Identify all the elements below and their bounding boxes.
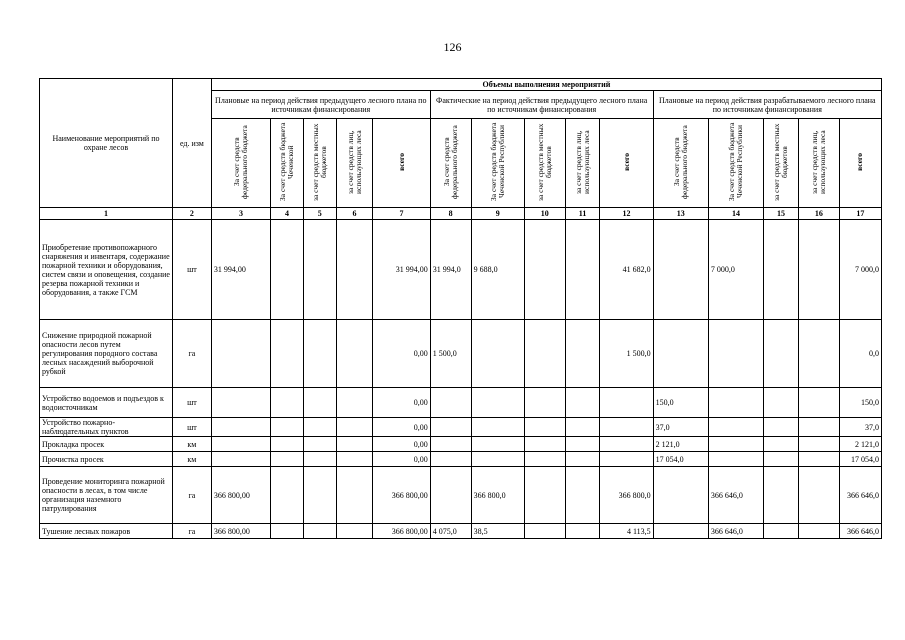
cell-col-14 xyxy=(708,452,763,467)
cell-col-14 xyxy=(708,320,763,388)
row-name: Прочистка просек xyxy=(40,452,173,467)
col-number: 4 xyxy=(271,208,304,220)
row-name: Снижение природной пожарной опасности лесов путем регулирования породного состава лесных насаждений выборочной рубкой xyxy=(40,320,173,388)
cell-col-6 xyxy=(336,320,373,388)
table-row xyxy=(40,452,882,467)
cell-col-13: 17 054,0 xyxy=(653,452,708,467)
cell-col-16 xyxy=(798,452,839,467)
subheader-g1-local: за счет средств местных бюджетов xyxy=(310,123,328,201)
row-name: Устройство водоемов и подъездов к водоисточникам xyxy=(40,388,173,418)
header-group-planned-new: Плановые на период действия разрабатываемого лесного плана по источникам финансирования xyxy=(653,91,881,119)
cell-col-9: 38,5 xyxy=(471,524,524,539)
cell-col-11 xyxy=(565,467,600,524)
cell-col-7: 0,00 xyxy=(373,388,430,418)
cell-col-10 xyxy=(524,452,565,467)
subheader-g2-federal: За счет средств федерального бюджета xyxy=(441,125,459,199)
cell-col-13 xyxy=(653,320,708,388)
cell-col-17: 0,0 xyxy=(839,320,881,388)
header-name-col: Наименование мероприятий по охране лесов xyxy=(40,79,173,208)
cell-col-15 xyxy=(764,467,799,524)
table-row xyxy=(40,418,882,437)
row-unit: га xyxy=(172,524,211,539)
cell-col-7: 0,00 xyxy=(373,437,430,452)
subheader-g1-republic: За счет средств бюджета Чеченской xyxy=(278,122,296,202)
row-unit: шт xyxy=(172,418,211,437)
cell-col-16 xyxy=(798,418,839,437)
subheader-g2-users: за счет средств лиц, использующих леса xyxy=(573,130,591,194)
row-name: Тушение лесных пожаров xyxy=(40,524,173,539)
cell-col-13 xyxy=(653,524,708,539)
subheader-g3-local: за счет средств местных бюджетов xyxy=(771,123,789,201)
cell-col-8: 31 994,0 xyxy=(430,220,471,320)
cell-col-15 xyxy=(764,388,799,418)
cell-col-8 xyxy=(430,418,471,437)
cell-col-5 xyxy=(303,220,336,320)
col-number: 1 xyxy=(40,208,173,220)
cell-col-12 xyxy=(600,437,653,452)
row-unit: шт xyxy=(172,220,211,320)
cell-col-5 xyxy=(303,467,336,524)
cell-col-10 xyxy=(524,467,565,524)
cell-col-3 xyxy=(211,320,270,388)
col-number: 12 xyxy=(600,208,653,220)
cell-col-15 xyxy=(764,437,799,452)
col-number: 11 xyxy=(565,208,600,220)
cell-col-6 xyxy=(336,524,373,539)
cell-col-3 xyxy=(211,437,270,452)
cell-col-8: 1 500,0 xyxy=(430,320,471,388)
cell-col-9 xyxy=(471,437,524,452)
cell-col-12 xyxy=(600,388,653,418)
cell-col-10 xyxy=(524,418,565,437)
cell-col-5 xyxy=(303,524,336,539)
cell-col-6 xyxy=(336,467,373,524)
cell-col-8 xyxy=(430,452,471,467)
cell-col-9 xyxy=(471,418,524,437)
cell-col-7: 31 994,00 xyxy=(373,220,430,320)
subheader-g2-republic: За счет средств бюджета Чеченской Республики xyxy=(488,122,506,202)
cell-col-4 xyxy=(271,320,304,388)
cell-col-16 xyxy=(798,388,839,418)
cell-col-6 xyxy=(336,220,373,320)
row-unit: шт xyxy=(172,388,211,418)
cell-col-16 xyxy=(798,220,839,320)
cell-col-16 xyxy=(798,524,839,539)
cell-col-11 xyxy=(565,320,600,388)
cell-col-14 xyxy=(708,388,763,418)
header-unit-col: ед. изм xyxy=(172,79,211,208)
cell-col-3: 366 800,00 xyxy=(211,524,270,539)
cell-col-5 xyxy=(303,452,336,467)
cell-col-9 xyxy=(471,320,524,388)
cell-col-14 xyxy=(708,437,763,452)
table-row xyxy=(40,220,882,320)
col-number: 5 xyxy=(303,208,336,220)
cell-col-15 xyxy=(764,220,799,320)
cell-col-8 xyxy=(430,388,471,418)
cell-col-5 xyxy=(303,320,336,388)
cell-col-4 xyxy=(271,524,304,539)
cell-col-3 xyxy=(211,388,270,418)
cell-col-5 xyxy=(303,388,336,418)
cell-col-17: 150,0 xyxy=(839,388,881,418)
cell-col-3: 31 994,00 xyxy=(211,220,270,320)
cell-col-11 xyxy=(565,524,600,539)
cell-col-15 xyxy=(764,452,799,467)
cell-col-4 xyxy=(271,437,304,452)
subheader-g3-federal: За счет средств федерального бюджета xyxy=(671,125,689,199)
cell-col-17: 2 121,0 xyxy=(839,437,881,452)
forest-protection-table xyxy=(39,78,882,539)
column-number-row xyxy=(40,208,882,220)
cell-col-9: 9 688,0 xyxy=(471,220,524,320)
cell-col-17: 366 646,0 xyxy=(839,467,881,524)
row-unit: км xyxy=(172,437,211,452)
col-number: 9 xyxy=(471,208,524,220)
cell-col-14: 366 646,0 xyxy=(708,467,763,524)
subheader-g2-local: за счет средств местных бюджетов xyxy=(535,123,553,201)
cell-col-5 xyxy=(303,437,336,452)
col-number: 6 xyxy=(336,208,373,220)
cell-col-9 xyxy=(471,388,524,418)
row-name: Приобретение противопожарного снаряжения и инвентаря, содержание пожарной техники и оборудования, систем связи и оповещения, создание резерва пожарной техники и оборудования, а также ГСМ xyxy=(40,220,173,320)
cell-col-10 xyxy=(524,388,565,418)
cell-col-14: 366 646,0 xyxy=(708,524,763,539)
subheader-g1-total: всего xyxy=(396,153,406,171)
table-row xyxy=(40,524,882,539)
subheader-g3-total: всего xyxy=(855,153,865,171)
cell-col-7: 0,00 xyxy=(373,452,430,467)
col-number: 7 xyxy=(373,208,430,220)
cell-col-8: 4 075,0 xyxy=(430,524,471,539)
cell-col-3 xyxy=(211,418,270,437)
table-row xyxy=(40,437,882,452)
cell-col-11 xyxy=(565,418,600,437)
cell-col-4 xyxy=(271,467,304,524)
col-number: 17 xyxy=(839,208,881,220)
cell-col-17: 37,0 xyxy=(839,418,881,437)
cell-col-8 xyxy=(430,467,471,524)
cell-col-7: 366 800,00 xyxy=(373,467,430,524)
cell-col-15 xyxy=(764,524,799,539)
header-volumes-title: Объемы выполнения мероприятий xyxy=(211,79,881,91)
row-unit: га xyxy=(172,320,211,388)
cell-col-13: 150,0 xyxy=(653,388,708,418)
col-number: 15 xyxy=(764,208,799,220)
cell-col-11 xyxy=(565,220,600,320)
cell-col-17: 17 054,0 xyxy=(839,452,881,467)
cell-col-4 xyxy=(271,452,304,467)
subheader-g3-users: за счет средств лиц, использующих леса xyxy=(809,130,827,194)
cell-col-10 xyxy=(524,437,565,452)
cell-col-4 xyxy=(271,388,304,418)
cell-col-9: 366 800,0 xyxy=(471,467,524,524)
header-group-planned-previous: Плановые на период действия предыдущего лесного плана по источникам финансирования xyxy=(211,91,430,119)
cell-col-10 xyxy=(524,524,565,539)
cell-col-13: 37,0 xyxy=(653,418,708,437)
cell-col-3: 366 800,00 xyxy=(211,467,270,524)
col-number: 13 xyxy=(653,208,708,220)
table-row xyxy=(40,467,882,524)
subheader-g2-total: всего xyxy=(621,153,631,171)
cell-col-5 xyxy=(303,418,336,437)
cell-col-7: 0,00 xyxy=(373,320,430,388)
cell-col-11 xyxy=(565,437,600,452)
cell-col-12: 4 113,5 xyxy=(600,524,653,539)
row-unit: км xyxy=(172,452,211,467)
cell-col-10 xyxy=(524,320,565,388)
cell-col-11 xyxy=(565,388,600,418)
cell-col-6 xyxy=(336,388,373,418)
cell-col-16 xyxy=(798,320,839,388)
table-row xyxy=(40,320,882,388)
cell-col-12: 366 800,0 xyxy=(600,467,653,524)
cell-col-11 xyxy=(565,452,600,467)
col-number: 8 xyxy=(430,208,471,220)
cell-col-14: 7 000,0 xyxy=(708,220,763,320)
col-number: 16 xyxy=(798,208,839,220)
header-group-actual-previous: Фактические на период действия предыдущего лесного плана по источникам финансирования xyxy=(430,91,653,119)
cell-col-12: 41 682,0 xyxy=(600,220,653,320)
col-number: 10 xyxy=(524,208,565,220)
cell-col-15 xyxy=(764,320,799,388)
col-number: 3 xyxy=(211,208,270,220)
cell-col-12: 1 500,0 xyxy=(600,320,653,388)
row-name: Проведение мониторинга пожарной опасности в лесах, в том числе организация наземного патрулирования xyxy=(40,467,173,524)
cell-col-16 xyxy=(798,437,839,452)
row-name: Прокладка просек xyxy=(40,437,173,452)
cell-col-9 xyxy=(471,452,524,467)
page-number: 126 xyxy=(443,40,462,54)
cell-col-4 xyxy=(271,418,304,437)
cell-col-3 xyxy=(211,452,270,467)
cell-col-15 xyxy=(764,418,799,437)
cell-col-16 xyxy=(798,467,839,524)
cell-col-7: 366 800,00 xyxy=(373,524,430,539)
cell-col-6 xyxy=(336,418,373,437)
cell-col-17: 7 000,0 xyxy=(839,220,881,320)
cell-col-13 xyxy=(653,220,708,320)
cell-col-14 xyxy=(708,418,763,437)
cell-col-12 xyxy=(600,418,653,437)
cell-col-13 xyxy=(653,467,708,524)
row-unit: га xyxy=(172,467,211,524)
cell-col-6 xyxy=(336,452,373,467)
subheader-g3-republic: За счет средств бюджета Чеченской Республики xyxy=(726,122,744,202)
row-name: Устройство пожарно-наблюдательных пунктов xyxy=(40,418,173,437)
col-number: 14 xyxy=(708,208,763,220)
cell-col-17: 366 646,0 xyxy=(839,524,881,539)
cell-col-12 xyxy=(600,452,653,467)
subheader-g1-users: за счет средств лиц, использующих леса xyxy=(345,130,363,194)
subheader-g1-federal: За счет средств федерального бюджета xyxy=(231,125,249,199)
col-number: 2 xyxy=(172,208,211,220)
cell-col-10 xyxy=(524,220,565,320)
cell-col-13: 2 121,0 xyxy=(653,437,708,452)
cell-col-7: 0,00 xyxy=(373,418,430,437)
cell-col-6 xyxy=(336,437,373,452)
table-row xyxy=(40,388,882,418)
cell-col-4 xyxy=(271,220,304,320)
cell-col-8 xyxy=(430,437,471,452)
